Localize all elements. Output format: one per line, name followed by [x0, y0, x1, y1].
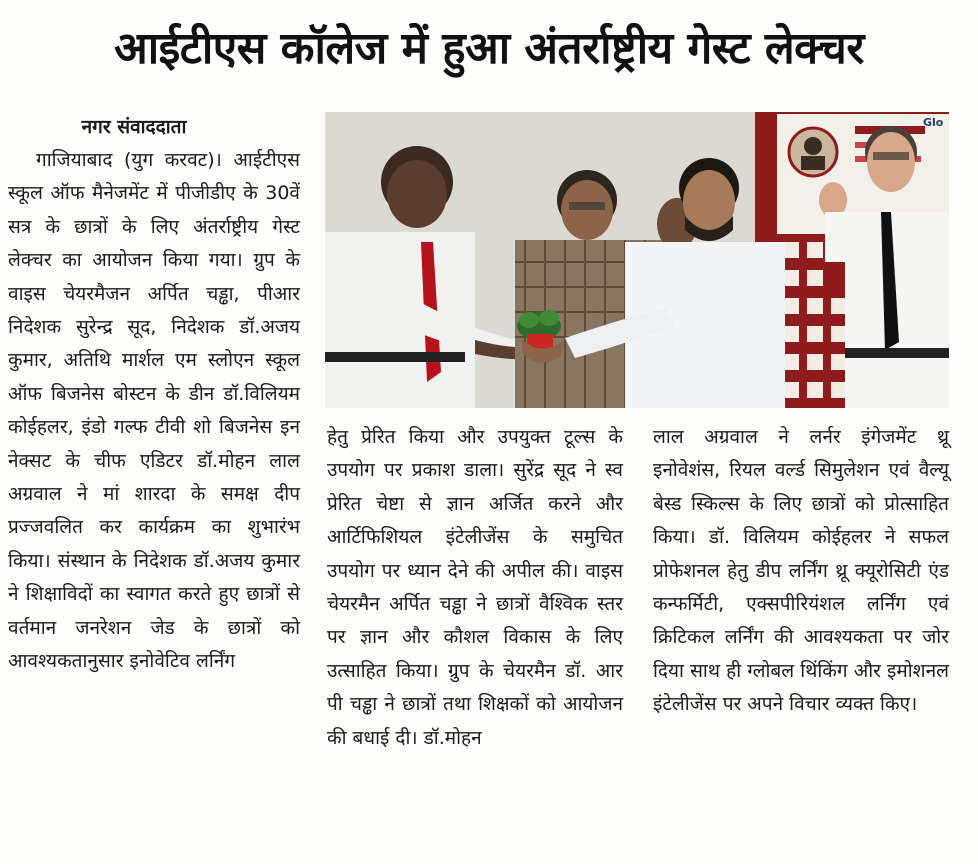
headline: आईटीएस कॉलेज में हुआ अंतर्राष्ट्रीय गेस्ट लेक्चर [114, 23, 864, 74]
column-3 [653, 421, 949, 722]
column-1-text: गाजियाबाद (युग करवट)। आईटीएस स्कूल ऑफ मैनेजमेंट में पीजीडीए के 30वें सत्र के छात्रों के लिए अंतर्राष्ट्रीय गेस्ट लेक्चर का आयोजन किया गया। ग्रुप के वाइस चेयरमैजन अर्पित चड्ढा, पीआर निदेशक सुरेन्द्र सूद, निदेशक डॉ.अजय कुमार, अतिथि मार्शल एम स्लोएन स्कूल ऑफ बिजनेस बोस्टन के डीन डॉ.विलियम कोईहलर, इंडो गल्फ टीवी शो बिजनेस इन नेक्सट के चीफ एडिटर डॉ.मोहन लाल अग्रवाल ने मां शारदा के समक्ष दीप प्रज्जवलित कर कार्यक्रम का शुभारंभ किया। संस्थान के निदेशक डॉ.अजय कुमार ने शिक्षाविदों का स्वागत करते हुए छात्रों से वर्तमान जनरेशन जेड के छात्रों को आवश्यकतानुसार इनोवेटिव लर्निंग [8, 149, 300, 673]
byline: नगर संवाददाता [81, 116, 187, 138]
column-1 [8, 111, 300, 679]
event-photo [325, 112, 949, 408]
column-2 [327, 421, 623, 755]
banner-text: Glo [923, 116, 944, 129]
column-3-text: लाल अग्रवाल ने लर्नर इंगेजमेंट थ्रू इनोवेशंस, रियल वर्ल्ड सिमुलेशन एवं वैल्यू बेस्ड स्किल्स के लिए छात्रों को प्रोत्साहित किया। डॉ. विलियम कोईहलर ने सफल प्रोफेशनल हेतु डीप लर्निंग थ्रू क्यूरोसिटी एंड कन्फर्मिटी, एक्सपीरियंशल लर्निंग एवं क्रिटिकल लर्निंग की आवश्यकता पर जोर दिया साथ ही ग्लोबल थिंकिंग और इमोशनल इंटेलीजेंस पर अपने विचार व्यक्त किए। [653, 426, 949, 716]
page-bottom-edge [0, 852, 978, 864]
column-2-text: हेतु प्रेरित किया और उपयुक्त टूल्स के उपयोग पर प्रकाश डाला। सुरेंद्र सूद ने स्व प्रेरित चेष्टा से ज्ञान अर्जित करने और आर्टिफिशियल इंटेलीजेंस के समुचित उपयोग पर ध्यान देने की अपील की। वाइस चेयरमैन अर्पित चड्ढा ने छात्रों वैश्विक स्तर पर ज्ञान और कौशल विकास के लिए उत्साहित किया। ग्रुप के चेयरमैन डॉ. आर पी चड्ढा ने छात्रों तथा शिक्षकों को आयोजन की बधाई दी। डॉ.मोहन [327, 426, 623, 749]
